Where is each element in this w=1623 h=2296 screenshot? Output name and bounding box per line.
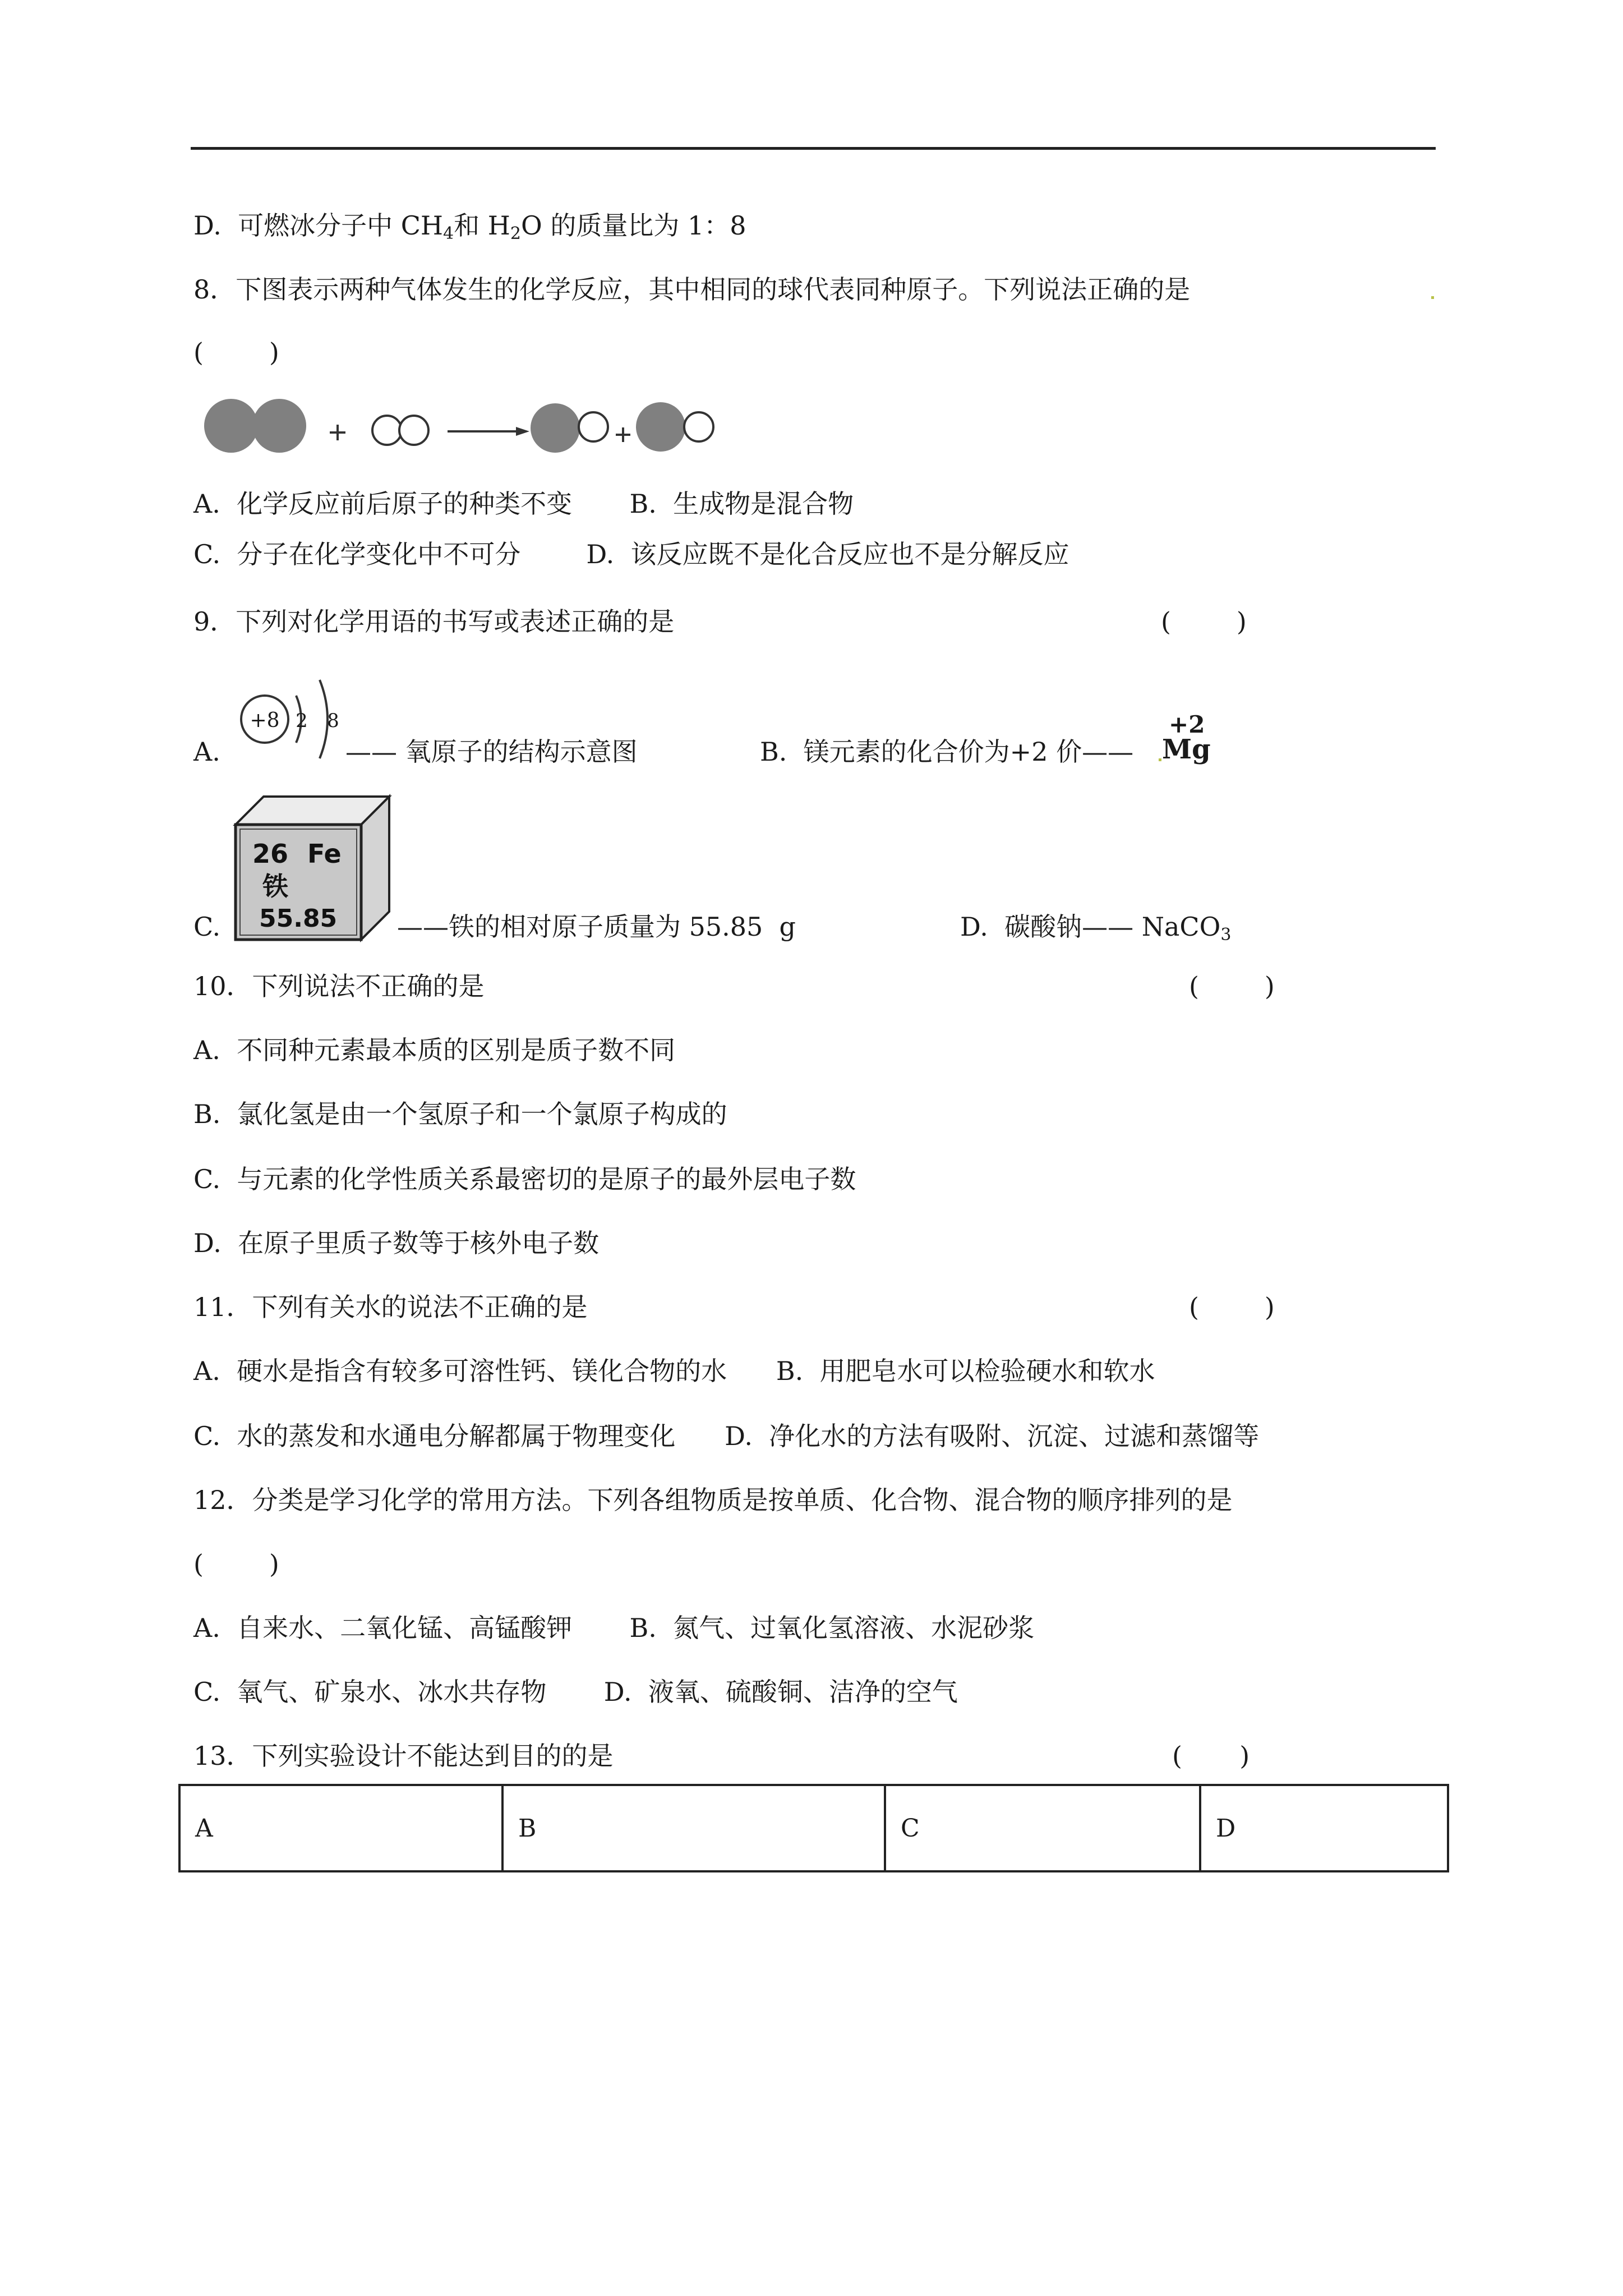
table-cell-b: B — [502, 1785, 885, 1871]
q10-option-d: D. 在原子里质子数等于核外电子数 — [193, 1228, 600, 1258]
q11-stem: 11．下列有关水的说法不正确的是 — [193, 1292, 588, 1322]
reactant-molecule-white — [372, 416, 428, 445]
oxygen-atom-diagram — [236, 673, 348, 763]
q7-option-d: D. 可燃冰分子中 $CH_4$和 $H_2O$ 的质量比为 1：8 — [193, 210, 746, 243]
q9-option-b-text: B. 镁元素的化合价为+2 价—— — [760, 737, 1134, 767]
product-molecule-2 — [636, 402, 713, 452]
svg-text:26: 26 — [252, 839, 289, 869]
q9-stem: 9．下列对化学用语的书写或表述正确的是 — [193, 606, 675, 637]
q10-option-a: A. 不同种元素最本质的区别是质子数不同 — [193, 1035, 676, 1065]
q11-answer-paren: ( ) — [1189, 1292, 1275, 1322]
q11-options-cd: C. 水的蒸发和水通电分解都属于物理变化 D. 净化水的方法有吸附、沉淀、过滤和蒸馏等 — [193, 1421, 1260, 1451]
stray-mark — [1431, 296, 1434, 299]
q8-answer-paren: ( ) — [193, 337, 279, 367]
svg-text:55.85: 55.85 — [259, 904, 338, 933]
q9-option-c-text: ——铁的相对原子质量为 55.85 g — [397, 912, 796, 942]
table-row — [179, 1785, 1448, 1871]
q12-stem: 12．分类是学习化学的常用方法。下列各组物质是按单质、化合物、混合物的顺序排列的是 — [193, 1485, 1233, 1515]
reaction-diagram — [202, 395, 735, 457]
q12-options-cd: C. 氧气、矿泉水、冰水共存物 D. 液氧、硫酸铜、洁净的空气 — [193, 1677, 958, 1707]
q9-option-a-text: —— 氧原子的结构示意图 — [345, 737, 638, 767]
svg-text:+8: +8 — [250, 709, 280, 732]
svg-text:2: 2 — [296, 710, 308, 732]
plus-sign-1 — [330, 425, 345, 440]
svg-text:8: 8 — [327, 710, 339, 732]
iron-element-card — [236, 797, 393, 944]
mg-valence: +2 — [1169, 711, 1205, 738]
q8-options-cd: C. 分子在化学变化中不可分 D. 该反应既不是化合反应也不是分解反应 — [193, 539, 1069, 569]
q10-answer-paren: ( ) — [1189, 971, 1275, 1001]
q9-option-d: D. 碳酸钠—— NaCO$_3$ — [960, 912, 1232, 945]
q8-options-ab: A. 化学反应前后原子的种类不变 B. 生成物是混合物 — [193, 489, 854, 519]
q13-answer-paren: ( ) — [1172, 1741, 1250, 1771]
q11-options-ab: A. 硬水是指含有较多可溶性钙、镁化合物的水 B. 用肥皂水可以检验硬水和软水 — [193, 1356, 1155, 1386]
q13-stem: 13．下列实验设计不能达到目的的是 — [193, 1741, 614, 1771]
reaction-arrow — [448, 427, 529, 436]
header-rule — [191, 147, 1436, 150]
table-cell-a: A — [179, 1785, 502, 1871]
table-cell-c: C — [885, 1785, 1200, 1871]
q9-option-a-label: A. — [193, 737, 220, 767]
q9-answer-paren: ( ) — [1161, 606, 1247, 637]
q10-stem: 10．下列说法不正确的是 — [193, 971, 485, 1001]
plus-sign-2 — [616, 427, 630, 442]
svg-text:Fe: Fe — [307, 839, 342, 869]
q9-option-c-label: C. — [193, 912, 221, 942]
product-molecule-1 — [531, 403, 608, 453]
q12-answer-paren: ( ) — [193, 1549, 279, 1579]
table-cell-d: D — [1200, 1785, 1448, 1871]
mg-symbol: Mg — [1162, 734, 1211, 765]
q10-option-b: B. 氯化氢是由一个氢原子和一个氯原子构成的 — [193, 1099, 727, 1129]
svg-text:铁: 铁 — [262, 871, 288, 901]
reactant-molecule-gray — [204, 399, 306, 453]
stray-mark — [1159, 758, 1161, 761]
q8-stem: 8．下图表示两种气体发生的化学反应，其中相同的球代表同种原子。下列说法正确的是 — [193, 274, 1191, 305]
q10-option-c: C. 与元素的化学性质关系最密切的是原子的最外层电子数 — [193, 1164, 856, 1194]
q13-options-table — [178, 1784, 1449, 1872]
q12-options-ab: A. 自来水、二氧化锰、高锰酸钾 B. 氮气、过氧化氢溶液、水泥砂浆 — [193, 1613, 1035, 1643]
